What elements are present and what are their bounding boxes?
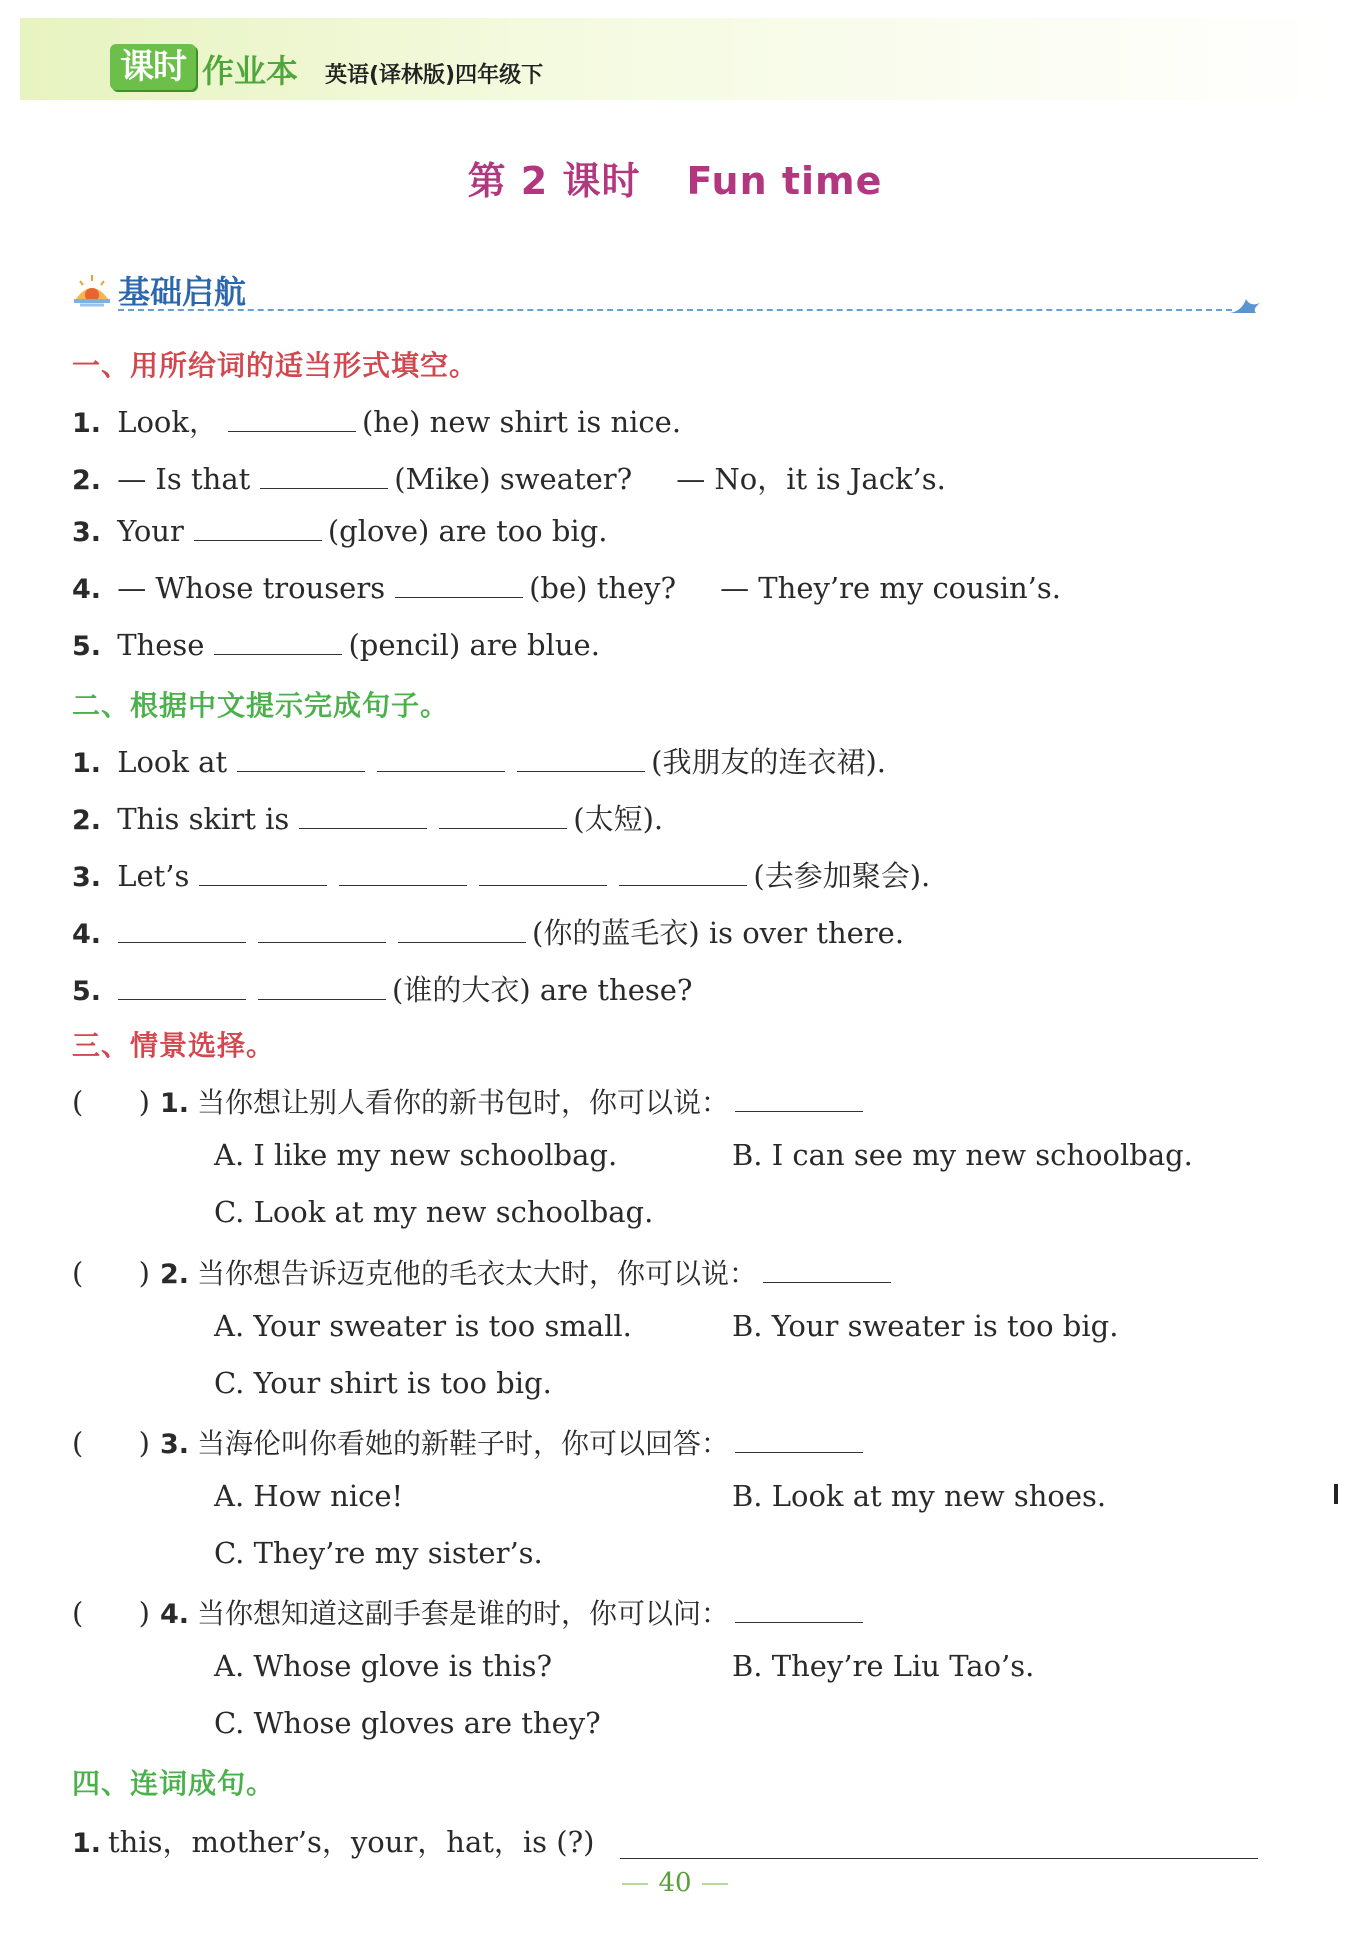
- part2-item-5: [72, 968, 692, 1009]
- option-c[interactable]: C. They’re my sister’s.: [214, 1536, 543, 1570]
- answer-blank[interactable]: [339, 860, 467, 886]
- item-number: 1.: [72, 1828, 102, 1859]
- part3-question-3: [72, 1422, 869, 1462]
- question-text: 当你想让别人看你的新书包时，你可以说：: [197, 1086, 730, 1119]
- option-b[interactable]: B. I can see my new schoolbag.: [732, 1138, 1193, 1172]
- answer-blank[interactable]: [517, 746, 645, 772]
- answer-blank[interactable]: [299, 803, 427, 829]
- answer-blank[interactable]: [735, 1427, 863, 1453]
- item-number: 2.: [72, 465, 102, 496]
- option-b[interactable]: B. They’re Liu Tao’s.: [732, 1649, 1035, 1683]
- answer-blank[interactable]: [395, 572, 523, 598]
- logo-badge: 课时: [110, 44, 196, 90]
- item-reply: — They’re my cousin’s.: [720, 571, 1061, 605]
- section-heading: [72, 265, 1262, 313]
- answer-blank[interactable]: [735, 1597, 863, 1623]
- part1-item-1: [72, 400, 681, 441]
- item-number: 3.: [72, 517, 102, 548]
- part1-item-5: [72, 628, 600, 662]
- question-number: 1.: [160, 1088, 190, 1119]
- answer-blank[interactable]: [735, 1086, 863, 1112]
- option-a[interactable]: A. How nice!: [214, 1479, 404, 1513]
- wing-icon: [1228, 293, 1262, 315]
- question-number: 4.: [160, 1599, 190, 1630]
- lesson-title: [0, 150, 1350, 205]
- section-title: 基础启航: [118, 273, 247, 311]
- answer-blank[interactable]: [258, 974, 386, 1000]
- part3-question-1: [72, 1081, 869, 1121]
- part4-title: 四、连词成句。: [72, 1767, 276, 1800]
- option-c[interactable]: C. Whose gloves are they?: [214, 1706, 601, 1740]
- part3-question-4: [72, 1592, 869, 1632]
- option-a[interactable]: A. Your sweater is too small.: [214, 1309, 632, 1343]
- edge-mark: [1334, 1484, 1338, 1504]
- question-text: 当你想知道这副手套是谁的时，你可以问：: [197, 1597, 730, 1630]
- answer-blank[interactable]: [214, 629, 342, 655]
- item-hint: (我朋友的连衣裙).: [651, 745, 886, 779]
- answer-blank[interactable]: [194, 515, 322, 541]
- answer-blank[interactable]: [479, 860, 607, 886]
- answer-blank[interactable]: [398, 917, 526, 943]
- item-text: (Mike) sweater?: [394, 462, 633, 496]
- sentence-answer-line[interactable]: [620, 1858, 1258, 1859]
- option-c[interactable]: C. Your shirt is too big.: [214, 1366, 552, 1400]
- option-a[interactable]: A. Whose glove is this?: [214, 1649, 553, 1683]
- item-text: Look at: [117, 745, 228, 779]
- item-number: 1.: [72, 408, 102, 439]
- answer-paren[interactable]: ( ): [72, 1596, 150, 1630]
- item-hint: (你的蓝毛衣) is over there.: [532, 916, 905, 950]
- answer-blank[interactable]: [199, 860, 327, 886]
- item-text: This skirt is: [117, 802, 290, 836]
- answer-blank[interactable]: [237, 746, 365, 772]
- lesson-name: Fun time: [686, 159, 883, 203]
- answer-paren[interactable]: ( ): [72, 1426, 150, 1460]
- item-number: 4.: [72, 919, 102, 950]
- item-text: (he) new shirt is nice.: [361, 405, 682, 439]
- lesson-number: 第 2 课时: [467, 159, 641, 203]
- part2-item-3: [72, 854, 930, 895]
- item-number: 1.: [72, 748, 102, 779]
- page-number-value: 40: [658, 1868, 692, 1898]
- question-text: 当海伦叫你看她的新鞋子时，你可以回答：: [197, 1427, 730, 1460]
- option-b[interactable]: B. Your sweater is too big.: [732, 1309, 1119, 1343]
- question-text: 当你想告诉迈克他的毛衣太大时，你可以说：: [197, 1257, 758, 1290]
- item-text: (glove) are too big.: [327, 514, 608, 548]
- answer-blank[interactable]: [377, 746, 505, 772]
- item-number: 5.: [72, 976, 102, 1007]
- part2-title: 二、根据中文提示完成句子。: [72, 689, 450, 722]
- answer-blank[interactable]: [118, 974, 246, 1000]
- part3-title: 三、情景选择。: [72, 1029, 276, 1062]
- item-hint: (去参加聚会).: [753, 859, 931, 893]
- option-a[interactable]: A. I like my new schoolbag.: [214, 1138, 618, 1172]
- option-c[interactable]: C. Look at my new schoolbag.: [214, 1195, 654, 1229]
- logo-text: 作业本: [202, 52, 299, 90]
- item-text: Your: [117, 514, 184, 548]
- part2-item-4: [72, 911, 904, 952]
- question-number: 2.: [160, 1259, 190, 1290]
- item-hint: (太短).: [573, 802, 664, 836]
- part2-item-2: [72, 797, 663, 838]
- item-text: (pencil) are blue.: [348, 628, 600, 662]
- part3-question-2: [72, 1252, 897, 1292]
- page-number: [0, 1868, 1350, 1898]
- item-number: 2.: [72, 805, 102, 836]
- item-reply: — No，it is Jack’s.: [676, 462, 946, 496]
- part2-item-1: [72, 740, 886, 781]
- section-divider: [118, 309, 1232, 311]
- scrambled-words: this，mother’s，your，hat，is (?): [108, 1825, 595, 1859]
- item-number: 5.: [72, 631, 102, 662]
- answer-blank[interactable]: [763, 1257, 891, 1283]
- item-text: (be) they?: [529, 571, 677, 605]
- answer-blank[interactable]: [258, 917, 386, 943]
- part1-item-4: [72, 571, 1061, 605]
- item-text: Let’s: [117, 859, 190, 893]
- item-text: Look，: [117, 405, 218, 439]
- item-number: 4.: [72, 574, 102, 605]
- answer-paren[interactable]: ( ): [72, 1085, 150, 1119]
- answer-blank[interactable]: [260, 463, 388, 489]
- answer-blank[interactable]: [439, 803, 567, 829]
- item-number: 3.: [72, 862, 102, 893]
- item-text: These: [117, 628, 205, 662]
- answer-blank[interactable]: [619, 860, 747, 886]
- item-text: — Is that: [117, 462, 251, 496]
- answer-blank[interactable]: [228, 406, 356, 432]
- answer-paren[interactable]: ( ): [72, 1256, 150, 1290]
- part1-item-3: [72, 514, 607, 548]
- book-subtitle: 英语(译林版)四年级下: [325, 63, 544, 88]
- item-text: — Whose trousers: [117, 571, 386, 605]
- item-hint: (谁的大衣) are these?: [392, 973, 693, 1007]
- part1-title: 一、用所给词的适当形式填空。: [72, 349, 479, 382]
- question-number: 3.: [160, 1429, 190, 1460]
- sun-icon: [72, 269, 112, 307]
- part1-item-2: [72, 457, 946, 498]
- answer-blank[interactable]: [118, 917, 246, 943]
- option-b[interactable]: B. Look at my new shoes.: [732, 1479, 1107, 1513]
- part4-item-1: [72, 1820, 594, 1861]
